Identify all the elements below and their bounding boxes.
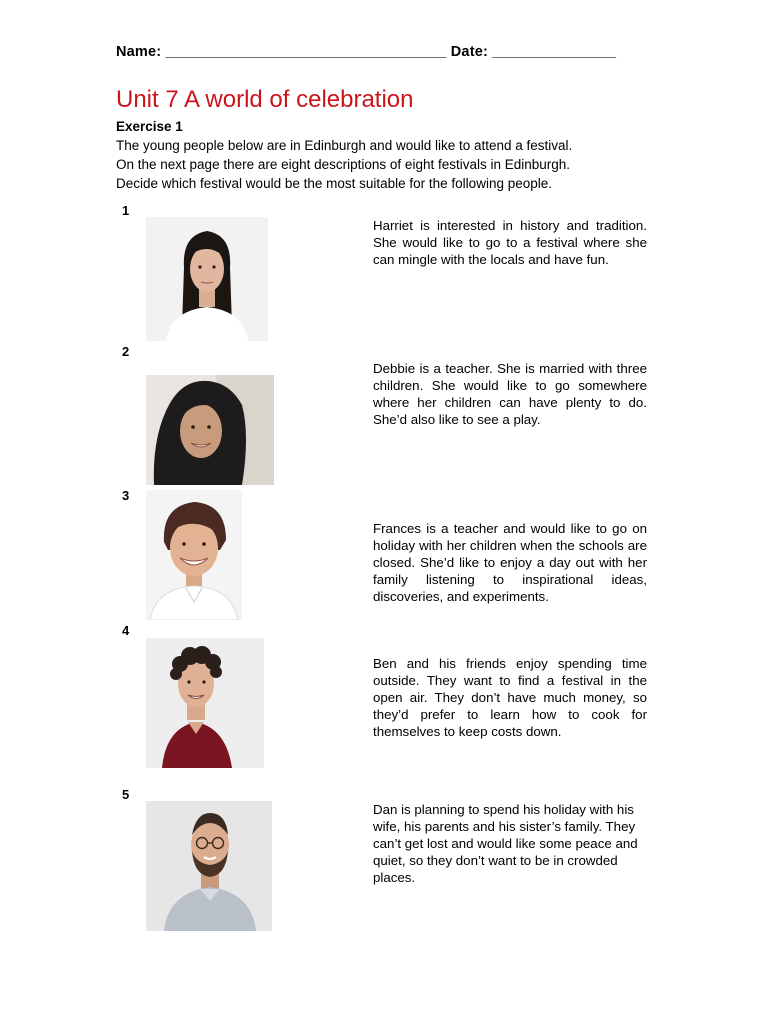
exercise-label: Exercise 1 <box>116 119 183 134</box>
item-number: 2 <box>122 344 130 359</box>
item-number: 5 <box>122 787 130 802</box>
instruction-line: Decide which festival would be the most suitable for the following people. <box>116 176 552 191</box>
person-description-2: Debbie is a teacher. She is married with three children. She would like to go somewhere where her children can have plenty to do. She’d also like to see a play. <box>373 361 647 427</box>
person-description-1: Harriet is interested in history and tradition. She would like to go to a festival where she can mingle with the locals and have fun. <box>373 218 647 267</box>
person-photo-4 <box>146 638 264 768</box>
item-number: 1 <box>122 203 130 218</box>
page-title: Unit 7 A world of celebration <box>116 86 414 113</box>
person-photo-1 <box>146 217 268 341</box>
person-description-4: Ben and his friends enjoy spending time outside. They want to find a festival in the open air. They don’t have much money, so they’d prefer to learn how to cook for themselves to keep costs down. <box>373 656 647 739</box>
person-photo-5 <box>146 801 272 931</box>
exercise-instructions <box>116 136 656 193</box>
person-description-3: Frances is a teacher and would like to go on holiday with her children when the schools are closed. She’d like to enjoy a day out with her family listening to inspirational ideas, discoveries, and experiments. <box>373 521 647 604</box>
instruction-line: On the next page there are eight descriptions of eight festivals in Edinburgh. <box>116 157 571 172</box>
person-description-5: Dan is planning to spend his holiday with his wife, his parents and his sister’s family. They can’t get lost and would like some peace and quiet, so they don’t want to be in crowded places. <box>373 802 638 885</box>
name-date-line: Name: __________________________________ Date: _______________ <box>116 44 617 60</box>
person-photo-2 <box>146 375 274 485</box>
item-number: 4 <box>122 623 130 638</box>
item-number: 3 <box>122 488 130 503</box>
instruction-line: The young people below are in Edinburgh and would like to attend a festival. <box>116 138 573 153</box>
person-photo-3 <box>146 490 242 620</box>
